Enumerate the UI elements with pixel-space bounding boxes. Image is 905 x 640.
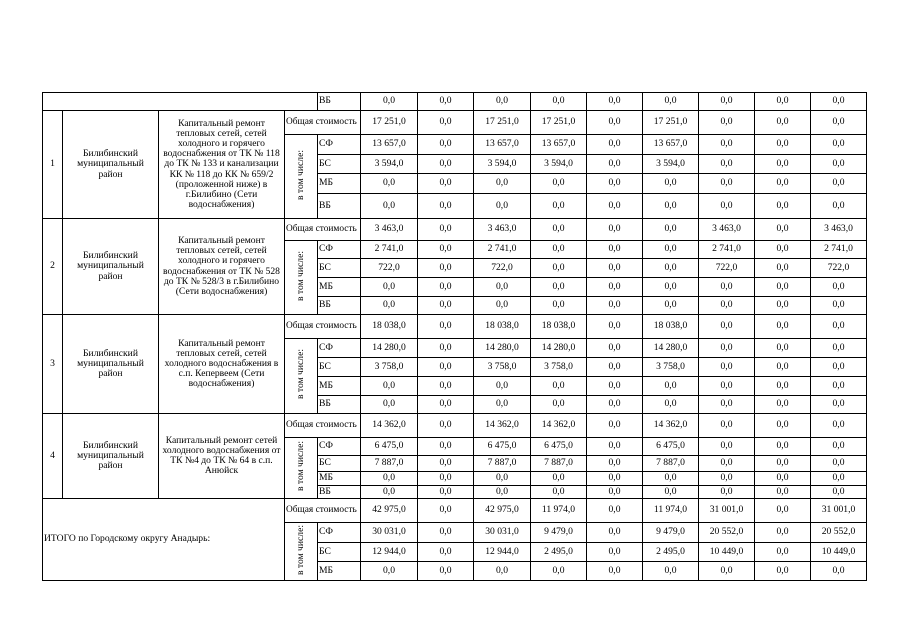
value-cell: 0,0	[699, 377, 755, 396]
value-cell: 14 280,0	[643, 339, 699, 358]
value-cell: 0,0	[811, 358, 867, 377]
municipality-name: Билибинский муниципальный район	[63, 219, 159, 315]
value-cell: 0,0	[418, 438, 474, 456]
value-cell: 0,0	[643, 93, 699, 111]
funding-type-label: БС	[318, 456, 361, 472]
value-cell: 0,0	[531, 278, 587, 297]
including-label: в том числе:	[295, 149, 307, 200]
municipality-name: Билибинский муниципальный район	[63, 414, 159, 499]
value-cell: 0,0	[587, 135, 643, 155]
value-cell: 17 251,0	[643, 111, 699, 135]
value-cell: 14 362,0	[474, 414, 531, 438]
value-cell: 0,0	[531, 241, 587, 259]
value-cell: 0,0	[811, 155, 867, 174]
value-cell: 13 657,0	[474, 135, 531, 155]
value-cell: 0,0	[699, 358, 755, 377]
value-cell: 0,0	[755, 377, 811, 396]
value-cell: 0,0	[643, 297, 699, 315]
value-cell: 0,0	[699, 486, 755, 499]
value-cell: 3 758,0	[474, 358, 531, 377]
value-cell: 13 657,0	[643, 135, 699, 155]
value-cell: 0,0	[755, 472, 811, 486]
including-label: в том числе:	[295, 441, 307, 492]
value-cell: 9 479,0	[531, 523, 587, 543]
total-cost-label: Общая стоимость	[285, 414, 361, 438]
project-name: Капитальный ремонт тепловых сетей, сетей холодного и горячего водоснабжения от ТК № 528 до ТК № 528/3 в г.Билибино (Сети водоснабжения)	[159, 219, 285, 315]
table-row	[43, 315, 867, 339]
value-cell: 722,0	[811, 259, 867, 278]
value-cell: 3 594,0	[643, 155, 699, 174]
value-cell: 0,0	[643, 562, 699, 581]
value-cell: 0,0	[755, 414, 811, 438]
value-cell: 722,0	[361, 259, 418, 278]
value-cell: 0,0	[811, 194, 867, 219]
value-cell: 3 463,0	[699, 219, 755, 241]
value-cell: 0,0	[643, 241, 699, 259]
including-label: в том числе:	[295, 524, 307, 575]
value-cell: 0,0	[755, 135, 811, 155]
value-cell: 0,0	[361, 396, 418, 414]
value-cell: 0,0	[418, 241, 474, 259]
value-cell: 18 038,0	[531, 315, 587, 339]
value-cell: 0,0	[587, 297, 643, 315]
value-cell: 0,0	[699, 472, 755, 486]
funding-type-label: МБ	[318, 472, 361, 486]
value-cell: 0,0	[755, 315, 811, 339]
value-cell: 0,0	[474, 174, 531, 194]
value-cell: 0,0	[699, 414, 755, 438]
value-cell: 0,0	[587, 93, 643, 111]
value-cell: 0,0	[811, 396, 867, 414]
total-cost-label: Общая стоимость	[285, 219, 361, 241]
row-number: 4	[43, 414, 63, 499]
value-cell: 0,0	[755, 358, 811, 377]
value-cell: 11 974,0	[643, 499, 699, 523]
value-cell: 13 657,0	[361, 135, 418, 155]
value-cell: 0,0	[361, 93, 418, 111]
funding-type-label: ВБ	[318, 297, 361, 315]
value-cell: 0,0	[811, 438, 867, 456]
project-name: Капитальный ремонт тепловых сетей, сетей холодного и горячего водоснабжения от ТК № 118 до ТК № 133 и канализации КК № 118 до КК № 659/2 (проложенной ниже) в г.Билибино (Сети водоснабжения)	[159, 111, 285, 219]
value-cell: 0,0	[587, 339, 643, 358]
value-cell: 0,0	[361, 472, 418, 486]
table-body	[43, 93, 867, 581]
value-cell: 0,0	[755, 486, 811, 499]
value-cell: 0,0	[755, 219, 811, 241]
funding-type-label: СФ	[318, 135, 361, 155]
value-cell: 0,0	[643, 219, 699, 241]
value-cell: 2 495,0	[531, 543, 587, 562]
including-label-cell	[285, 523, 318, 581]
value-cell: 0,0	[811, 339, 867, 358]
value-cell: 0,0	[755, 155, 811, 174]
value-cell: 0,0	[643, 486, 699, 499]
value-cell: 0,0	[699, 297, 755, 315]
value-cell: 3 594,0	[474, 155, 531, 174]
value-cell: 0,0	[755, 194, 811, 219]
funding-type-label: ВБ	[318, 194, 361, 219]
value-cell: 0,0	[418, 297, 474, 315]
table-row	[43, 111, 867, 135]
value-cell: 0,0	[755, 438, 811, 456]
value-cell: 30 031,0	[361, 523, 418, 543]
value-cell: 0,0	[474, 194, 531, 219]
value-cell: 0,0	[699, 278, 755, 297]
funding-type-label: СФ	[318, 339, 361, 358]
value-cell: 0,0	[699, 315, 755, 339]
value-cell: 30 031,0	[474, 523, 531, 543]
value-cell: 0,0	[755, 174, 811, 194]
value-cell: 0,0	[531, 396, 587, 414]
value-cell: 11 974,0	[531, 499, 587, 523]
value-cell: 0,0	[361, 194, 418, 219]
value-cell: 0,0	[418, 499, 474, 523]
value-cell: 0,0	[587, 486, 643, 499]
value-cell: 0,0	[531, 259, 587, 278]
row-number: 3	[43, 315, 63, 414]
value-cell: 0,0	[474, 377, 531, 396]
value-cell: 0,0	[587, 414, 643, 438]
value-cell: 2 741,0	[699, 241, 755, 259]
value-cell: 7 887,0	[531, 456, 587, 472]
row-number: 1	[43, 111, 63, 219]
value-cell: 18 038,0	[643, 315, 699, 339]
value-cell: 0,0	[531, 297, 587, 315]
value-cell: 0,0	[811, 486, 867, 499]
value-cell: 12 944,0	[474, 543, 531, 562]
value-cell: 0,0	[418, 174, 474, 194]
value-cell: 0,0	[811, 278, 867, 297]
funding-type-label: ВБ	[318, 93, 361, 111]
value-cell: 0,0	[587, 111, 643, 135]
value-cell: 0,0	[418, 194, 474, 219]
value-cell: 7 887,0	[643, 456, 699, 472]
value-cell: 0,0	[418, 562, 474, 581]
table-row	[43, 219, 867, 241]
value-cell: 0,0	[755, 543, 811, 562]
value-cell: 0,0	[755, 562, 811, 581]
value-cell: 0,0	[699, 111, 755, 135]
value-cell: 0,0	[811, 111, 867, 135]
value-cell: 0,0	[643, 259, 699, 278]
value-cell: 0,0	[587, 562, 643, 581]
value-cell: 0,0	[474, 297, 531, 315]
value-cell: 3 463,0	[811, 219, 867, 241]
value-cell: 0,0	[643, 174, 699, 194]
funding-type-label: ВБ	[318, 486, 361, 499]
value-cell: 0,0	[361, 174, 418, 194]
value-cell: 2 741,0	[361, 241, 418, 259]
value-cell: 722,0	[474, 259, 531, 278]
value-cell: 0,0	[531, 486, 587, 499]
value-cell: 0,0	[643, 377, 699, 396]
value-cell: 0,0	[474, 93, 531, 111]
value-cell: 0,0	[699, 93, 755, 111]
value-cell: 0,0	[811, 472, 867, 486]
value-cell: 0,0	[699, 174, 755, 194]
value-cell: 0,0	[474, 562, 531, 581]
including-label: в том числе:	[295, 349, 307, 400]
value-cell: 0,0	[811, 456, 867, 472]
value-cell: 0,0	[811, 315, 867, 339]
value-cell: 42 975,0	[361, 499, 418, 523]
value-cell: 2 741,0	[811, 241, 867, 259]
value-cell: 14 362,0	[531, 414, 587, 438]
value-cell: 10 449,0	[699, 543, 755, 562]
municipality-name: Билибинский муниципальный район	[63, 315, 159, 414]
value-cell: 0,0	[699, 135, 755, 155]
value-cell: 0,0	[418, 93, 474, 111]
total-cost-label: Общая стоимость	[285, 111, 361, 135]
value-cell: 0,0	[811, 297, 867, 315]
funding-type-label: БС	[318, 259, 361, 278]
value-cell: 0,0	[699, 456, 755, 472]
value-cell: 0,0	[755, 278, 811, 297]
value-cell: 42 975,0	[474, 499, 531, 523]
value-cell: 0,0	[699, 396, 755, 414]
value-cell: 0,0	[587, 438, 643, 456]
value-cell: 0,0	[418, 219, 474, 241]
value-cell: 18 038,0	[474, 315, 531, 339]
value-cell: 0,0	[755, 111, 811, 135]
including-label-cell	[285, 135, 318, 219]
value-cell: 6 475,0	[531, 438, 587, 456]
value-cell: 2 495,0	[643, 543, 699, 562]
value-cell: 7 887,0	[474, 456, 531, 472]
value-cell: 0,0	[418, 472, 474, 486]
value-cell: 0,0	[755, 456, 811, 472]
value-cell: 0,0	[531, 194, 587, 219]
value-cell: 0,0	[643, 396, 699, 414]
value-cell: 0,0	[755, 339, 811, 358]
value-cell: 0,0	[418, 155, 474, 174]
value-cell: 17 251,0	[361, 111, 418, 135]
funding-type-label: БС	[318, 543, 361, 562]
value-cell: 0,0	[587, 315, 643, 339]
value-cell: 0,0	[418, 523, 474, 543]
funding-type-label: МБ	[318, 174, 361, 194]
value-cell: 3 594,0	[531, 155, 587, 174]
value-cell: 0,0	[531, 472, 587, 486]
table-row	[43, 93, 867, 111]
value-cell: 0,0	[811, 414, 867, 438]
value-cell: 0,0	[531, 219, 587, 241]
value-cell: 3 463,0	[361, 219, 418, 241]
value-cell: 0,0	[587, 472, 643, 486]
value-cell: 0,0	[418, 259, 474, 278]
funding-type-label: МБ	[318, 562, 361, 581]
value-cell: 0,0	[361, 486, 418, 499]
funding-type-label: БС	[318, 155, 361, 174]
value-cell: 0,0	[755, 259, 811, 278]
value-cell: 0,0	[474, 486, 531, 499]
value-cell: 0,0	[587, 523, 643, 543]
value-cell: 0,0	[361, 278, 418, 297]
including-label-cell	[285, 339, 318, 414]
funding-type-label: СФ	[318, 438, 361, 456]
value-cell: 0,0	[474, 396, 531, 414]
value-cell: 0,0	[587, 259, 643, 278]
value-cell: 0,0	[587, 456, 643, 472]
value-cell: 10 449,0	[811, 543, 867, 562]
value-cell: 0,0	[361, 562, 418, 581]
value-cell: 0,0	[811, 174, 867, 194]
value-cell: 0,0	[418, 339, 474, 358]
value-cell: 0,0	[418, 135, 474, 155]
total-cost-label: Общая стоимость	[285, 315, 361, 339]
value-cell: 0,0	[811, 135, 867, 155]
value-cell: 9 479,0	[643, 523, 699, 543]
value-cell: 17 251,0	[474, 111, 531, 135]
value-cell: 0,0	[418, 315, 474, 339]
value-cell: 0,0	[587, 194, 643, 219]
value-cell: 0,0	[474, 472, 531, 486]
value-cell: 0,0	[418, 377, 474, 396]
grand-total-label: ИТОГО по Городскому округу Анадырь:	[43, 499, 285, 581]
value-cell: 0,0	[699, 339, 755, 358]
value-cell: 0,0	[418, 358, 474, 377]
value-cell: 0,0	[699, 155, 755, 174]
value-cell: 0,0	[643, 472, 699, 486]
value-cell: 7 887,0	[361, 456, 418, 472]
funding-type-label: СФ	[318, 241, 361, 259]
project-name: Капитальный ремонт тепловых сетей, сетей холодного водоснабжения в с.п. Кепервеем (Сети водоснабжения)	[159, 315, 285, 414]
value-cell: 0,0	[811, 562, 867, 581]
value-cell: 31 001,0	[699, 499, 755, 523]
value-cell: 0,0	[361, 377, 418, 396]
total-cost-label: Общая стоимость	[285, 499, 361, 523]
value-cell: 3 463,0	[474, 219, 531, 241]
value-cell: 3 594,0	[361, 155, 418, 174]
value-cell: 6 475,0	[643, 438, 699, 456]
value-cell: 0,0	[587, 219, 643, 241]
value-cell: 0,0	[587, 241, 643, 259]
value-cell: 0,0	[755, 523, 811, 543]
project-name: Капитальный ремонт сетей холодного водоснабжения от ТК №4 до ТК № 64 в с.п. Анюйск	[159, 414, 285, 499]
value-cell: 6 475,0	[474, 438, 531, 456]
value-cell: 3 758,0	[643, 358, 699, 377]
value-cell: 0,0	[531, 377, 587, 396]
value-cell: 13 657,0	[531, 135, 587, 155]
value-cell: 0,0	[531, 562, 587, 581]
value-cell: 0,0	[418, 111, 474, 135]
budget-table	[42, 92, 867, 581]
including-label: в том числе:	[295, 250, 307, 301]
value-cell: 0,0	[587, 396, 643, 414]
value-cell: 0,0	[643, 194, 699, 219]
continuation-cell	[43, 93, 318, 111]
value-cell: 0,0	[418, 456, 474, 472]
value-cell: 0,0	[755, 396, 811, 414]
funding-type-label: МБ	[318, 377, 361, 396]
value-cell: 0,0	[699, 438, 755, 456]
value-cell: 2 741,0	[474, 241, 531, 259]
value-cell: 0,0	[587, 499, 643, 523]
value-cell: 0,0	[755, 93, 811, 111]
value-cell: 0,0	[587, 155, 643, 174]
funding-type-label: ВБ	[318, 396, 361, 414]
value-cell: 722,0	[699, 259, 755, 278]
value-cell: 3 758,0	[531, 358, 587, 377]
value-cell: 14 280,0	[361, 339, 418, 358]
value-cell: 14 362,0	[643, 414, 699, 438]
funding-type-label: БС	[318, 358, 361, 377]
value-cell: 0,0	[587, 278, 643, 297]
value-cell: 0,0	[755, 297, 811, 315]
value-cell: 0,0	[811, 377, 867, 396]
value-cell: 0,0	[531, 174, 587, 194]
value-cell: 0,0	[531, 93, 587, 111]
value-cell: 0,0	[418, 543, 474, 562]
value-cell: 14 280,0	[474, 339, 531, 358]
value-cell: 0,0	[587, 543, 643, 562]
value-cell: 12 944,0	[361, 543, 418, 562]
value-cell: 18 038,0	[361, 315, 418, 339]
value-cell: 0,0	[418, 486, 474, 499]
value-cell: 6 475,0	[361, 438, 418, 456]
value-cell: 20 552,0	[811, 523, 867, 543]
funding-type-label: СФ	[318, 523, 361, 543]
value-cell: 0,0	[418, 278, 474, 297]
value-cell: 0,0	[474, 278, 531, 297]
value-cell: 31 001,0	[811, 499, 867, 523]
value-cell: 0,0	[418, 414, 474, 438]
value-cell: 17 251,0	[531, 111, 587, 135]
table-row	[43, 414, 867, 438]
value-cell: 14 280,0	[531, 339, 587, 358]
value-cell: 0,0	[587, 358, 643, 377]
including-label-cell	[285, 241, 318, 315]
funding-type-label: МБ	[318, 278, 361, 297]
value-cell: 0,0	[643, 278, 699, 297]
value-cell: 0,0	[755, 499, 811, 523]
value-cell: 0,0	[361, 297, 418, 315]
including-label-cell	[285, 438, 318, 499]
row-number: 2	[43, 219, 63, 315]
municipality-name: Билибинский муниципальный район	[63, 111, 159, 219]
value-cell: 14 362,0	[361, 414, 418, 438]
table-row	[43, 499, 867, 523]
value-cell: 0,0	[587, 377, 643, 396]
value-cell: 0,0	[811, 93, 867, 111]
value-cell: 3 758,0	[361, 358, 418, 377]
value-cell: 0,0	[699, 562, 755, 581]
value-cell: 0,0	[699, 194, 755, 219]
value-cell: 0,0	[755, 241, 811, 259]
value-cell: 0,0	[418, 396, 474, 414]
value-cell: 20 552,0	[699, 523, 755, 543]
value-cell: 0,0	[587, 174, 643, 194]
